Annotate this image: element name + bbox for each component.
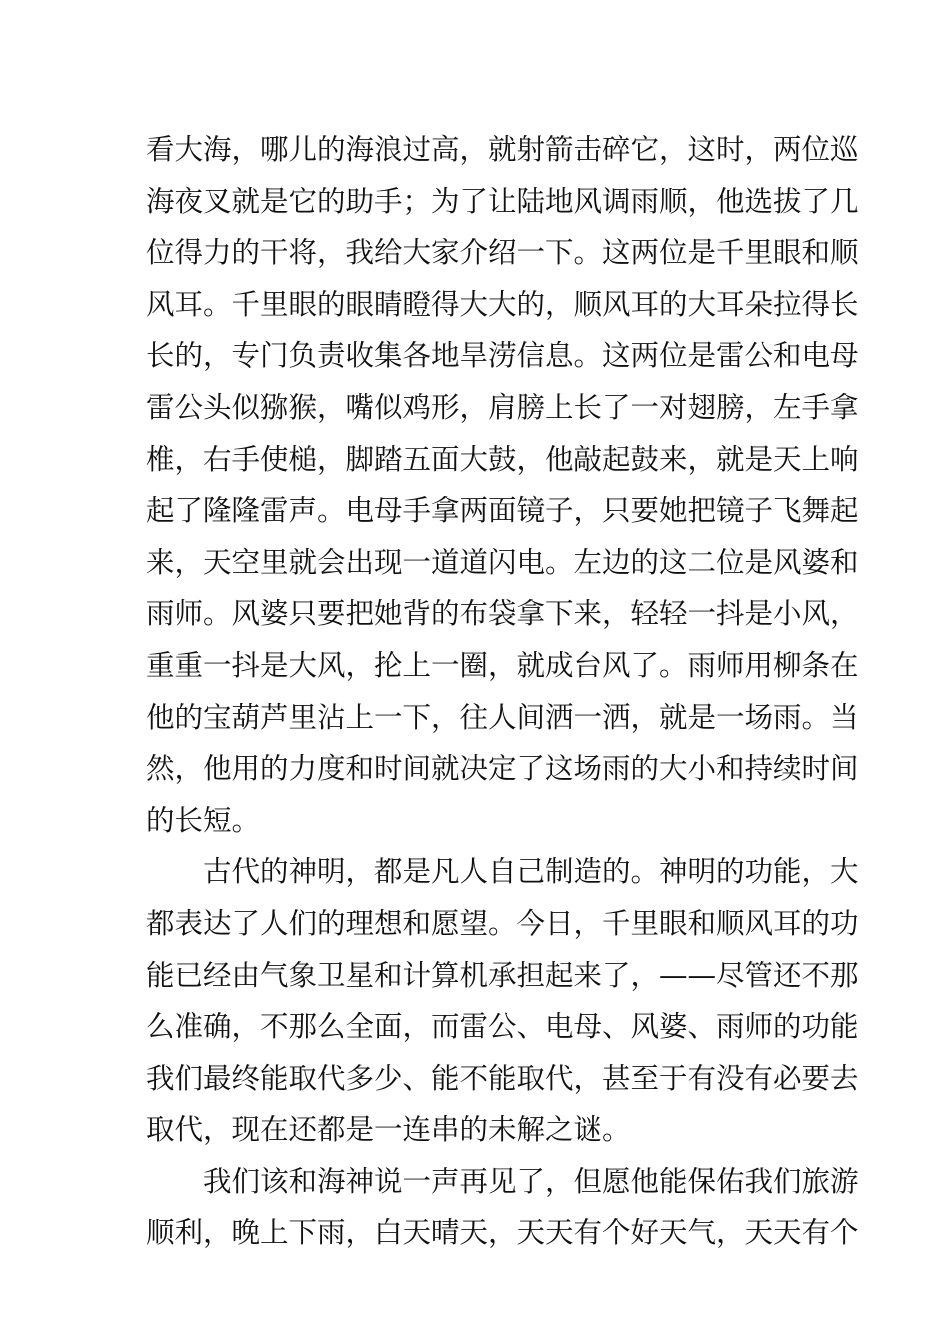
text-line: 来，天空里就会出现一道道闪电。左边的这二位是风婆和 (146, 545, 859, 579)
text-line: 能已经由气象卫星和计算机承担起来了，——尽管还不那 (146, 958, 859, 992)
text-line: 位得力的干将，我给大家介绍一下。这两位是千里眼和顺 (146, 236, 859, 270)
text-line: 起了隆隆雷声。电母手拿两面镜子，只要她把镜子飞舞起 (146, 494, 859, 528)
text-line: 他的宝葫芦里沾上一下，往人间洒一洒，就是一场雨。当 (146, 700, 859, 734)
text-line: 雷公头似猕猴，嘴似鸡形，肩膀上长了一对翅膀，左手拿 (146, 390, 859, 424)
text-line-last: 取代，现在还都是一连串的未解之谜。 (146, 1113, 631, 1147)
text-line: 重重一抖是大风，抡上一圈，就成台风了。雨师用柳条在 (146, 648, 859, 682)
body-text (146, 124, 859, 1259)
text-line: 看大海，哪儿的海浪过高，就射箭击碎它，这时，两位巡 (146, 133, 859, 166)
text-line: 长的，专门负责收集各地旱涝信息。这两位是雷公和电母 (146, 339, 859, 373)
paragraph-2 (146, 846, 859, 1156)
text-line: 我们最终能取代多少、能不能取代，甚至于有没有必要去 (146, 1061, 859, 1095)
text-line: 顺利，晚上下雨，白天晴天，天天有个好天气，天天有个 (146, 1216, 859, 1250)
text-line-indented: 古代的神明，都是凡人自己制造的。神明的功能，大 (203, 855, 859, 889)
text-line-indented: 我们该和海神说一声再见了，但愿他能保佑我们旅游 (203, 1164, 859, 1198)
text-line: 椎，右手使槌，脚踏五面大鼓，他敲起鼓来，就是天上响 (146, 442, 859, 476)
text-line: 海夜叉就是它的助手；为了让陆地风调雨顺，他选拔了几 (146, 184, 859, 218)
text-line: 然，他用的力度和时间就决定了这场雨的大小和持续时间 (146, 752, 859, 786)
text-line: 么准确，不那么全面，而雷公、电母、风婆、雨师的功能 (146, 1010, 859, 1044)
text-line-last: 的长短。 (146, 803, 261, 837)
paragraph-1 (146, 124, 859, 846)
text-line: 雨师。风婆只要把她背的布袋拿下来，轻轻一抖是小风， (146, 597, 859, 631)
text-line: 都表达了人们的理想和愿望。今日，千里眼和顺风耳的功 (146, 906, 859, 940)
paragraph-3 (146, 1156, 859, 1259)
text-line: 风耳。千里眼的眼睛瞪得大大的，顺风耳的大耳朵拉得长 (146, 287, 859, 321)
